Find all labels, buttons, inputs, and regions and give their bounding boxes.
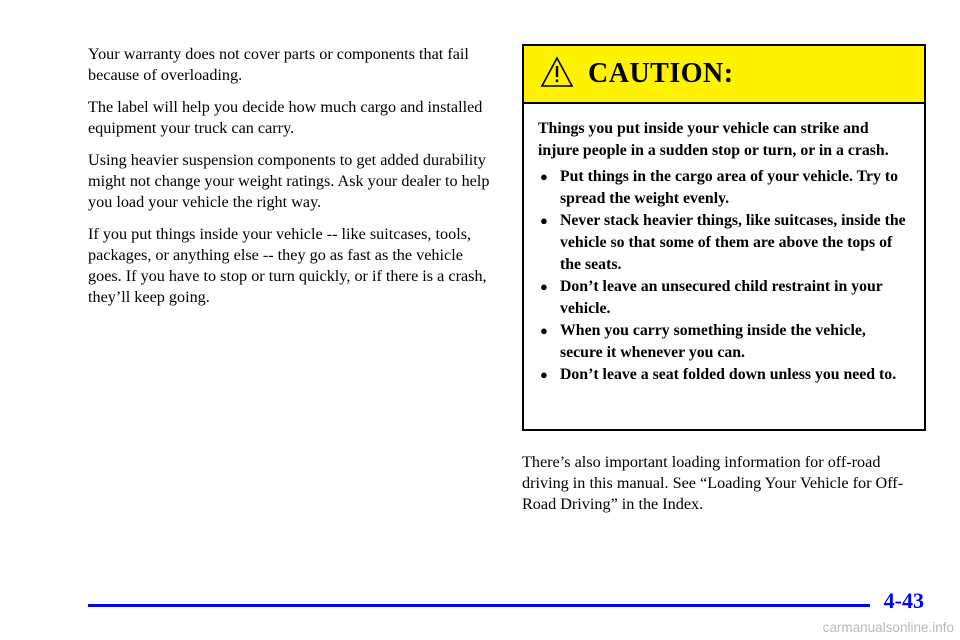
caution-item: [538, 210, 910, 276]
page-number: 4-43: [883, 588, 924, 613]
left-column: [88, 44, 496, 319]
paragraph-warranty: Your warranty does not cover parts or components that fail because of overloading.: [88, 45, 469, 84]
paragraph-inside-vehicle: If you put things inside your vehicle -- like suitcases, tools, packages, or anything else -- they go as fast as the vehicle goes. If you have to stop or turn quickly, or if there is a crash, they’ll keep going.: [88, 225, 487, 306]
caution-item-text: Don’t leave an unsecured child restraint in your vehicle.: [560, 278, 883, 317]
caution-intro: Things you put inside your vehicle can strike and injure people in a sudden stop or turn, or in a crash.: [538, 120, 889, 159]
bullet-icon: ●: [540, 367, 548, 382]
caution-box: [522, 44, 926, 431]
paragraph-off-road: There’s also important loading information for off-road driving in this manual. See “Loading Your Vehicle for Off-Road Driving” in the Index.: [522, 453, 904, 513]
caution-item: [538, 166, 910, 210]
watermark: carmanualsonline.info: [822, 620, 954, 635]
bullet-icon: ●: [540, 323, 548, 338]
paragraph-label: The label will help you decide how much cargo and installed equipment your truck can carry.: [88, 98, 483, 137]
bullet-icon: ●: [540, 169, 548, 184]
bullet-icon: ●: [540, 279, 548, 294]
bullet-icon: ●: [540, 213, 548, 228]
caution-item-text: Put things in the cargo area of your vehicle. Try to spread the weight evenly.: [560, 168, 898, 207]
caution-title: CAUTION:: [588, 58, 734, 89]
caution-item-text: When you carry something inside the vehicle, secure it whenever you can.: [560, 322, 866, 361]
caution-body: [524, 104, 924, 386]
caution-list: [538, 166, 910, 386]
footer-rule: [88, 604, 870, 607]
paragraph-suspension: Using heavier suspension components to get added durability might not change your weight ratings. Ask your dealer to help you load your vehicle the right way.: [88, 151, 490, 211]
caution-item: [538, 364, 910, 386]
caution-item-text: Don’t leave a seat folded down unless you need to.: [560, 366, 897, 383]
caution-header: [524, 46, 924, 104]
caution-item: [538, 276, 910, 320]
caution-item: [538, 320, 910, 364]
caution-item-text: Never stack heavier things, like suitcases, inside the vehicle so that some of them are above the tops of the seats.: [560, 212, 906, 273]
warning-triangle-icon: [540, 55, 574, 89]
